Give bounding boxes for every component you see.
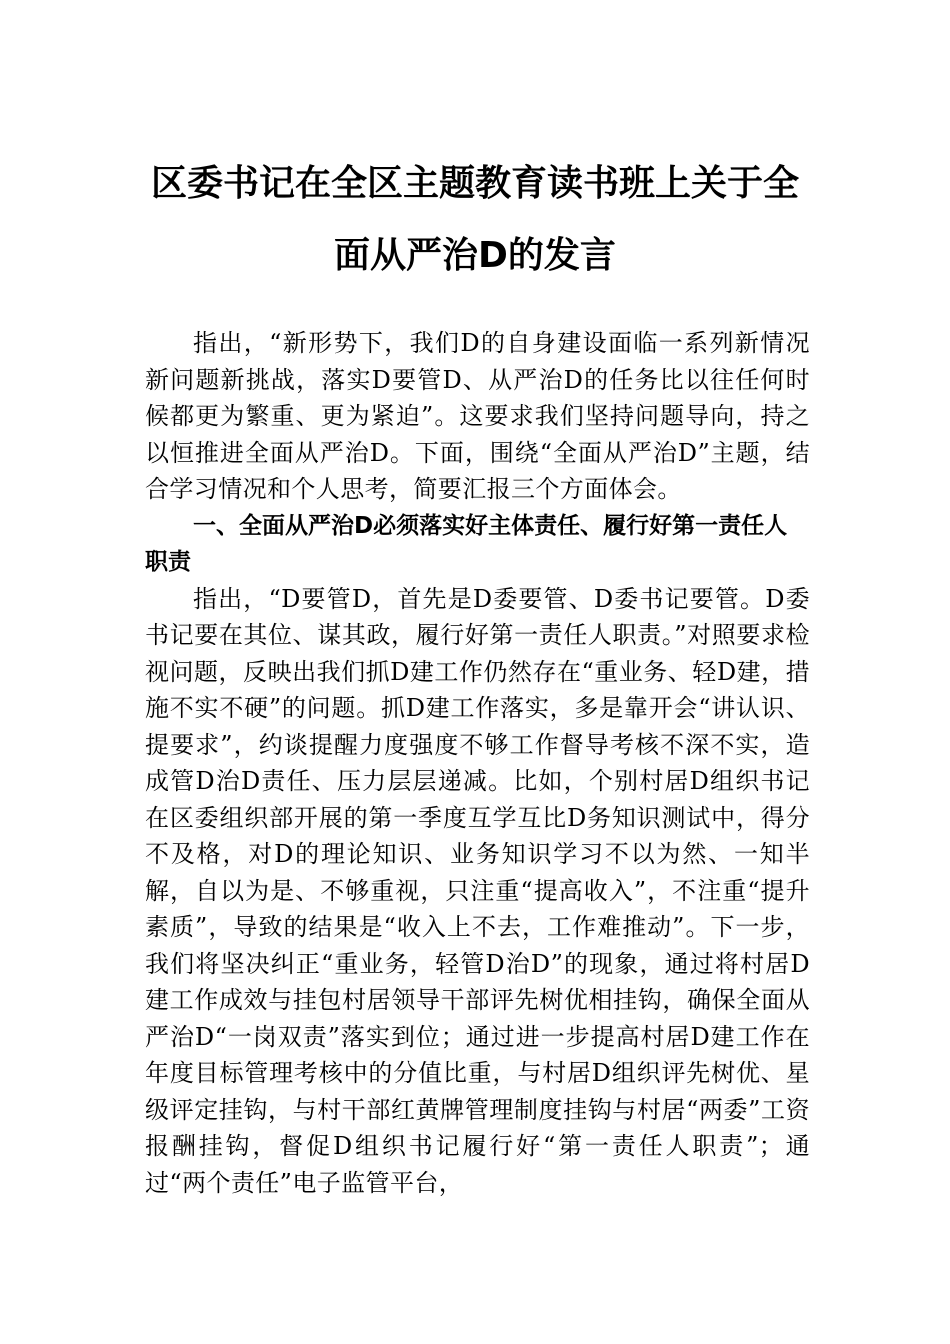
document-title-line-2: 面从严治D的发言: [334, 235, 616, 276]
document-body: [145, 325, 810, 1201]
section-heading-1: 一、全面从严治D必须落实好主体责任、履行好第一责任人职责: [145, 512, 788, 575]
section-paragraph-1: 指出，“D要管D，首先是D委要管、D委书记要管。D委书记要在其位、谋其政，履行好第一责任人职责。”对照要求检视问题，反映出我们抓D建工作仍然存在“重业务、轻D建，措施不实不硬”的问题。抓D建工作落实，多是靠开会“讲认识、提要求”，约谈提醒力度强度不够工作督导考核不深不实，造成管D治D责任、压力层层递减。比如，个别村居D组织书记在区委组织部开展的第一季度互学互比D务知识测试中，得分不及格，对D的理论知识、业务知识学习不以为然、一知半解，自以为是、不够重视，只注重“提高收入”，不注重“提升素质”，导致的结果是“收入上不去，工作难推动”。下一步，我们将坚决纠正“重业务，轻管D治D”的现象，通过将村居D建工作成效与挂包村居领导干部评先树优相挂钩，确保全面从严治D“一岗双责”落实到位；通过进一步提高村居D建工作在年度目标管理考核中的分值比重，与村居D组织评先树优、星级评定挂钩，与村干部红黄牌管理制度挂钩与村居“两委”工资报酬挂钩，督促D组织书记履行好“第一责任人职责”；通过“两个责任”电子监管平台，: [145, 584, 810, 1197]
intro-paragraph: 指出，“新形势下，我们D的自身建设面临一系列新情况新问题新挑战，落实D要管D、从严治D的任务比以往任何时候都更为繁重、更为紧迫”。这要求我们坚持问题导向，持之以恒推进全面从严治D。下面，围绕“全面从严治D”主题，结合学习情况和个人思考，简要汇报三个方面体会。: [145, 329, 810, 503]
document-title-line-1: 区委书记在全区主题教育读书班上关于全: [150, 163, 799, 204]
